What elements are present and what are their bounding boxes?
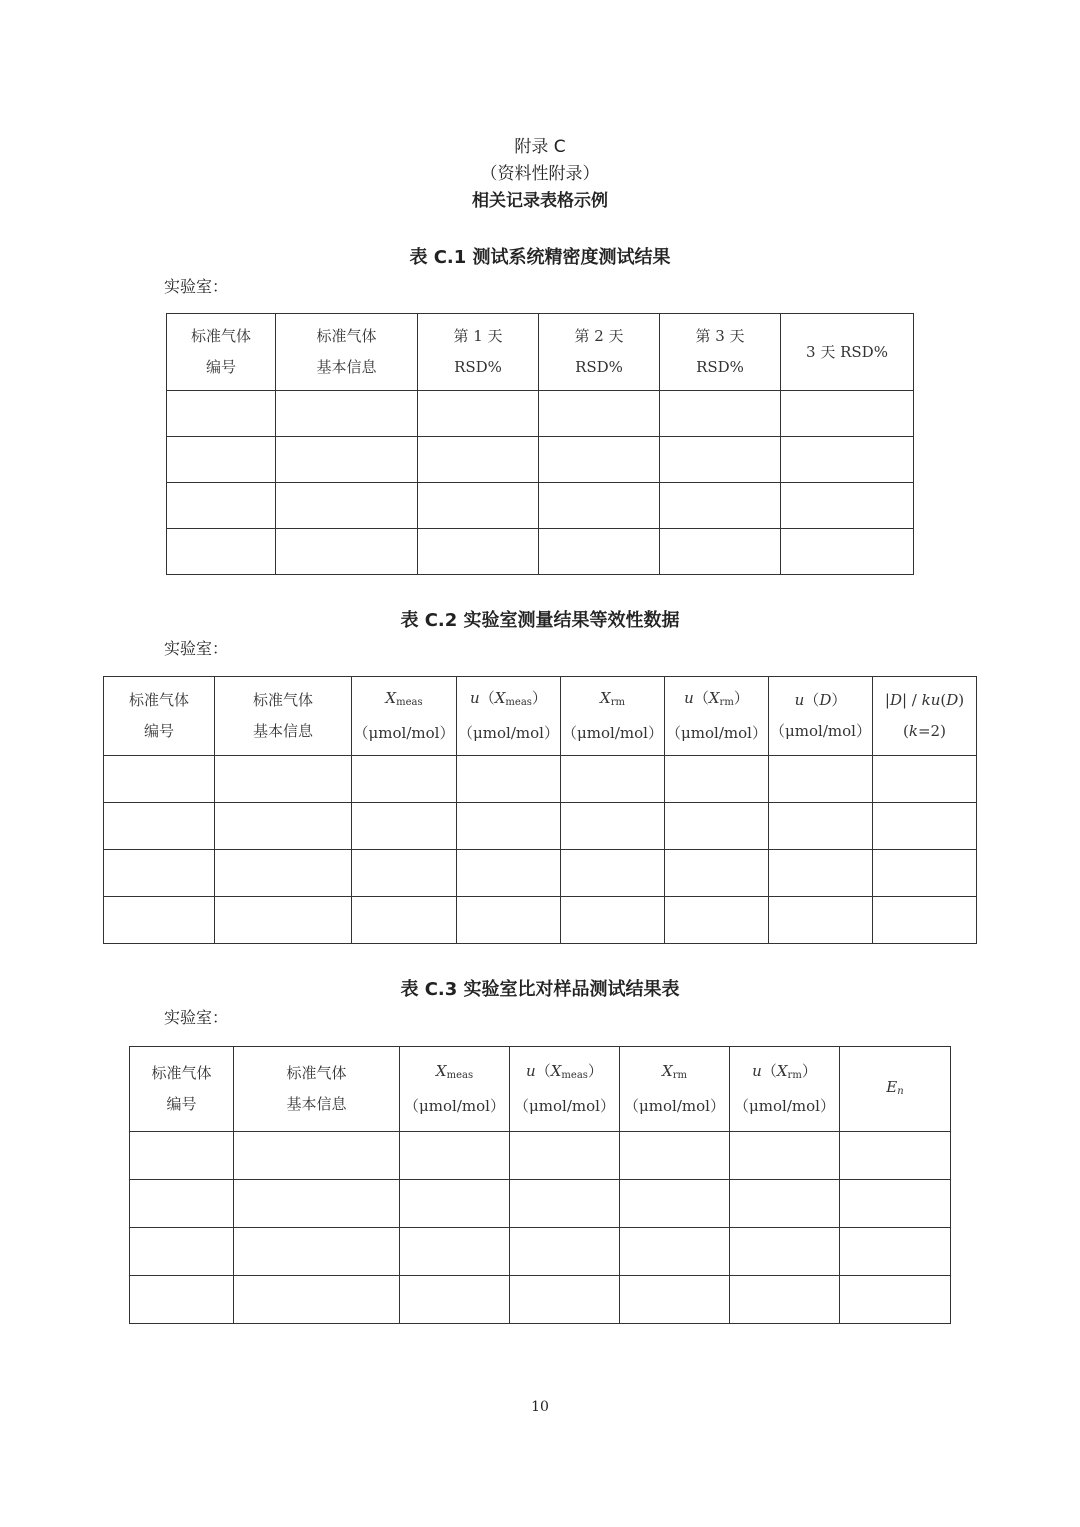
header-line [400, 1056, 509, 1091]
table-cell [234, 1180, 400, 1228]
table-row [130, 1228, 951, 1276]
header-text: 第 2 天 [574, 327, 624, 345]
header-line [781, 337, 913, 368]
table-cell [730, 1132, 840, 1180]
table-cell [104, 850, 215, 897]
header-line [418, 352, 538, 383]
header-line [620, 1056, 729, 1091]
column-header [781, 314, 914, 391]
column-header [561, 677, 665, 756]
appendix-heading: 相关记录表格示例 [472, 191, 608, 211]
column-header [130, 1047, 234, 1132]
table-row [104, 756, 977, 803]
column-header [276, 314, 418, 391]
header-text: =2) [917, 722, 946, 740]
table-cell [104, 897, 215, 944]
table-cell [400, 1276, 510, 1324]
header-text: u [526, 1062, 536, 1080]
header-text: （μmol/mol） [562, 724, 663, 742]
table-cell [418, 391, 539, 437]
header-line [352, 718, 456, 749]
table-cell [400, 1228, 510, 1276]
table-cell [167, 391, 276, 437]
table-cell [660, 437, 781, 483]
header-line [769, 685, 872, 716]
header-text: X [494, 689, 506, 707]
table-c3-title: 表 C.3 实验室比对样品测试结果表 [400, 979, 680, 1000]
header-text: 标准气体 [190, 327, 251, 345]
table-cell [769, 850, 873, 897]
header-text: 基本信息 [252, 722, 313, 740]
header-text: 基本信息 [286, 1095, 347, 1113]
header-line [840, 1072, 950, 1107]
header-row [104, 677, 977, 756]
table-cell [130, 1180, 234, 1228]
table-cell [104, 803, 215, 850]
header-text: X [600, 689, 611, 707]
header-text: 编号 [143, 722, 174, 740]
column-header [104, 677, 215, 756]
header-text: meas [396, 697, 423, 708]
header-line [730, 1091, 839, 1122]
table-cell [457, 803, 561, 850]
table-cell [873, 803, 977, 850]
table-cell [510, 1228, 620, 1276]
table-cell [840, 1132, 951, 1180]
header-text: ) [958, 691, 965, 709]
header-text: 标准气体 [316, 327, 377, 345]
table-cell [510, 1132, 620, 1180]
header-text: 编号 [166, 1095, 197, 1113]
table-cell [400, 1180, 510, 1228]
table-cell [539, 391, 660, 437]
header-line [234, 1089, 399, 1120]
header-text: ） [531, 689, 547, 707]
column-header [418, 314, 539, 391]
column-header [660, 314, 781, 391]
header-line [215, 716, 351, 747]
table-c3-lab-label: 实验室： [164, 1008, 229, 1027]
table-c2-lab-label: 实验室： [164, 639, 229, 658]
column-header [539, 314, 660, 391]
header-text: （μmol/mol） [514, 1097, 615, 1115]
header-text: D [889, 691, 902, 709]
header-text: 第 1 天 [453, 327, 503, 345]
page-number: 10 [531, 1399, 549, 1415]
table-cell [215, 803, 352, 850]
header-text: ku [921, 691, 941, 709]
column-header [730, 1047, 840, 1132]
header-text: 标准气体 [286, 1064, 347, 1082]
header-text: u [794, 691, 805, 709]
table-row [167, 391, 914, 437]
header-text: n [897, 1085, 904, 1097]
header-line [130, 1058, 233, 1089]
table-cell [167, 483, 276, 529]
table-cell [873, 897, 977, 944]
table-cell [352, 850, 457, 897]
header-text: RSD% [696, 358, 744, 376]
header-text: ） [587, 1062, 603, 1080]
header-text: （ [693, 689, 709, 707]
column-header [873, 677, 977, 756]
table-cell [660, 483, 781, 529]
table-row [167, 483, 914, 529]
header-line [620, 1091, 729, 1122]
table-c2 [103, 676, 977, 944]
header-line [167, 321, 275, 352]
header-line [730, 1056, 839, 1091]
table-cell [539, 483, 660, 529]
table-cell [352, 803, 457, 850]
header-text: | [884, 691, 890, 709]
column-header [215, 677, 352, 756]
table-cell [840, 1276, 951, 1324]
table-cell [104, 756, 215, 803]
table-cell [276, 437, 418, 483]
column-header [457, 677, 561, 756]
table-cell [769, 756, 873, 803]
table-cell [561, 803, 665, 850]
table-cell [620, 1132, 730, 1180]
header-text: （ [761, 1062, 777, 1080]
header-line [276, 321, 417, 352]
table-cell [665, 850, 769, 897]
table-cell [665, 803, 769, 850]
table-c1 [166, 313, 914, 575]
header-line [510, 1056, 619, 1091]
table-row [167, 437, 914, 483]
table-cell [840, 1180, 951, 1228]
column-header [665, 677, 769, 756]
header-text: （μmol/mol） [770, 722, 871, 740]
table-cell [276, 483, 418, 529]
header-text: （μmol/mol） [666, 724, 767, 742]
table-c3 [129, 1046, 951, 1324]
table-cell [215, 897, 352, 944]
table-cell [418, 483, 539, 529]
table-cell [561, 756, 665, 803]
column-header [510, 1047, 620, 1132]
table-row [104, 850, 977, 897]
header-text: rm [672, 1070, 687, 1081]
table-cell [840, 1228, 951, 1276]
header-line [561, 718, 664, 749]
table-cell [130, 1132, 234, 1180]
header-text: （μmol/mol） [404, 1097, 505, 1115]
table-cell [561, 897, 665, 944]
table-cell [167, 437, 276, 483]
header-line [400, 1091, 509, 1122]
header-line [665, 718, 768, 749]
table-cell [352, 897, 457, 944]
header-line [510, 1091, 619, 1122]
header-line [539, 352, 659, 383]
table-cell [781, 483, 914, 529]
table-cell [873, 756, 977, 803]
table-cell [561, 850, 665, 897]
header-text: 标准气体 [151, 1064, 212, 1082]
table-cell [418, 437, 539, 483]
header-line [561, 683, 664, 718]
header-text: （μmol/mol） [734, 1097, 835, 1115]
column-header [840, 1047, 951, 1132]
table-cell [276, 529, 418, 575]
table-cell [539, 529, 660, 575]
table-cell [665, 897, 769, 944]
header-line [769, 716, 872, 747]
table-cell [510, 1180, 620, 1228]
header-text: meas [505, 697, 532, 708]
table-cell [510, 1276, 620, 1324]
header-line [873, 716, 976, 747]
header-text: rm [610, 697, 625, 708]
table-cell [457, 756, 561, 803]
header-line [234, 1058, 399, 1089]
table-cell [620, 1276, 730, 1324]
header-text: （μmol/mol） [353, 724, 455, 742]
table-cell [730, 1276, 840, 1324]
header-text: 3 天 RSD% [806, 342, 888, 361]
column-header [234, 1047, 400, 1132]
header-line [276, 352, 417, 383]
column-header [167, 314, 276, 391]
header-text: u [752, 1062, 762, 1080]
table-cell [457, 897, 561, 944]
table-cell [769, 803, 873, 850]
table-c1-lab-label: 实验室： [164, 277, 229, 296]
column-header [400, 1047, 510, 1132]
header-text: X [550, 1062, 562, 1080]
header-text: X [435, 1062, 447, 1080]
header-text: rm [787, 1070, 802, 1081]
header-text: RSD% [454, 358, 502, 376]
header-text: 标准气体 [128, 691, 189, 709]
table-cell [457, 850, 561, 897]
table-cell [234, 1276, 400, 1324]
header-text: RSD% [575, 358, 623, 376]
header-line [418, 321, 538, 352]
header-text: ） [733, 689, 749, 707]
header-text: （μmol/mol） [624, 1097, 725, 1115]
header-text: D [819, 691, 832, 709]
table-cell [660, 391, 781, 437]
header-line [539, 321, 659, 352]
table-cell [665, 756, 769, 803]
table-cell [660, 529, 781, 575]
table-row [167, 529, 914, 575]
header-text: u [470, 689, 480, 707]
header-line [873, 685, 976, 716]
header-row [167, 314, 914, 391]
table-row [104, 897, 977, 944]
header-line [104, 716, 214, 747]
header-text: ( [940, 691, 947, 709]
header-text: X [776, 1062, 788, 1080]
header-line [352, 683, 456, 718]
table-cell [781, 529, 914, 575]
header-text: 标准气体 [252, 691, 313, 709]
header-text: 基本信息 [316, 358, 377, 376]
header-line [167, 352, 275, 383]
header-text: （μmol/mol） [458, 724, 559, 742]
header-text: ） [831, 691, 847, 709]
header-text: E [886, 1077, 898, 1096]
header-text: ( [903, 722, 909, 740]
header-text: X [662, 1062, 673, 1080]
header-text: （ [804, 691, 820, 709]
header-text: （ [479, 689, 495, 707]
header-text: u [684, 689, 694, 707]
header-line [104, 685, 214, 716]
table-cell [234, 1132, 400, 1180]
table-cell [167, 529, 276, 575]
table-row [130, 1276, 951, 1324]
column-header [769, 677, 873, 756]
appendix-title: 附录 C [514, 137, 566, 157]
table-cell [130, 1276, 234, 1324]
header-line [660, 321, 780, 352]
table-cell [730, 1180, 840, 1228]
header-text: rm [719, 697, 734, 708]
table-row [130, 1180, 951, 1228]
header-text: | / [901, 691, 922, 709]
table-row [130, 1132, 951, 1180]
table-row [104, 803, 977, 850]
header-row [130, 1047, 951, 1132]
table-cell [276, 391, 418, 437]
table-cell [620, 1228, 730, 1276]
table-cell [130, 1228, 234, 1276]
table-c1-title: 表 C.1 测试系统精密度测试结果 [409, 247, 671, 268]
table-cell [352, 756, 457, 803]
column-header [352, 677, 457, 756]
header-line [130, 1089, 233, 1120]
header-text: X [708, 689, 720, 707]
header-text: 第 3 天 [695, 327, 745, 345]
header-line [215, 685, 351, 716]
header-line [665, 683, 768, 718]
table-cell [215, 756, 352, 803]
column-header [620, 1047, 730, 1132]
header-text: meas [446, 1070, 474, 1081]
header-text: meas [561, 1070, 588, 1081]
table-cell [215, 850, 352, 897]
header-text: ） [801, 1062, 817, 1080]
table-cell [400, 1132, 510, 1180]
table-cell [539, 437, 660, 483]
header-line [457, 683, 560, 718]
header-text: （ [535, 1062, 551, 1080]
table-cell [730, 1228, 840, 1276]
table-cell [781, 391, 914, 437]
table-cell [769, 897, 873, 944]
header-text: X [385, 689, 397, 707]
table-cell [873, 850, 977, 897]
table-cell [781, 437, 914, 483]
header-text: 编号 [205, 358, 236, 376]
table-c2-title: 表 C.2 实验室测量结果等效性数据 [400, 610, 680, 631]
header-text: D [946, 691, 959, 709]
table-cell [234, 1228, 400, 1276]
header-line [660, 352, 780, 383]
table-cell [418, 529, 539, 575]
appendix-subtitle: （资料性附录） [480, 164, 600, 184]
header-text: k [908, 722, 918, 740]
header-line [457, 718, 560, 749]
table-cell [620, 1180, 730, 1228]
